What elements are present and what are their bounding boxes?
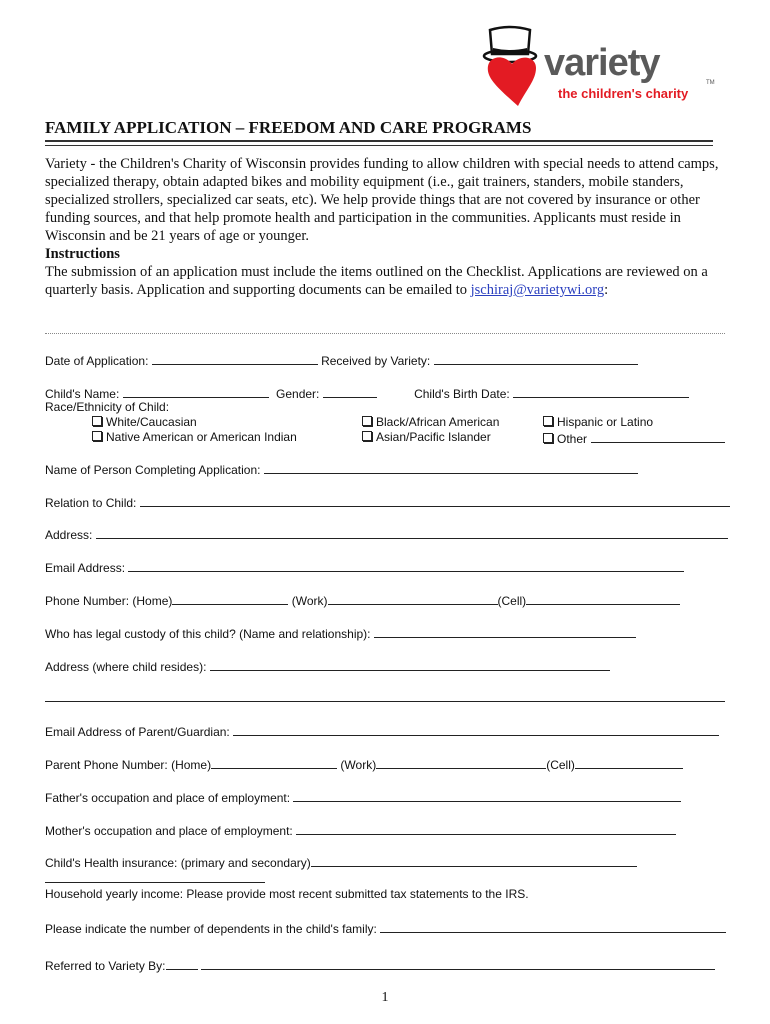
instructions-heading: Instructions — [45, 246, 120, 262]
received-by-field[interactable] — [434, 352, 638, 365]
mother-occupation-label: Mother's occupation and place of employment: — [45, 824, 293, 838]
relation-field[interactable] — [140, 494, 730, 507]
mother-occupation-field[interactable] — [296, 822, 676, 835]
checkbox-icon — [92, 431, 102, 441]
race-option-white[interactable] — [92, 415, 197, 429]
row-referred-by — [45, 957, 715, 973]
row-dependents — [45, 920, 726, 936]
row-phone — [45, 592, 680, 608]
parent-phone-work-label: (Work) — [340, 758, 377, 772]
email-field[interactable] — [128, 559, 684, 572]
variety-logo — [478, 22, 728, 108]
gender-label: Gender: — [276, 387, 320, 401]
address-resides-field[interactable] — [210, 658, 610, 671]
row-father-occupation — [45, 789, 681, 805]
intro-paragraph: Variety - the Children's Charity of Wisconsin provides funding to allow children with special needs to attend camps, specialized therapy, obtain adapted bikes and mobility equipment (i.e., gait trainers, standers, mobile standers, specialized strollers, specialized car seats, etc). We help provide things that are not covered by insurance or other funding sources, and that help promote health and participation in the communities. Applicants must reside in Wisconsin and be 21 years of age or younger. — [45, 156, 719, 244]
birth-date-label: Child's Birth Date: — [414, 387, 510, 401]
row-mother-occupation — [45, 822, 676, 838]
gender-field[interactable] — [323, 385, 377, 398]
instructions-text — [45, 263, 725, 299]
person-completing-label: Name of Person Completing Application: — [45, 463, 261, 477]
page-number: 1 — [381, 990, 389, 1005]
parent-phone-home-label: Parent Phone Number: (Home) — [45, 758, 212, 772]
parent-phone-cell-field[interactable] — [575, 756, 683, 769]
row-email — [45, 559, 684, 575]
race-option-label: Hispanic or Latino — [557, 415, 654, 429]
row-address-resides — [45, 658, 610, 674]
race-other-field[interactable] — [591, 430, 725, 443]
race-option-label: Other — [557, 432, 588, 446]
instructions-body: The submission of an application must include the items outlined on the Checklist. Applications are reviewed on a quarterly basis. Application and supporting documents can be emailed to — [45, 264, 708, 298]
race-option-native[interactable] — [92, 430, 297, 444]
dependents-label: Please indicate the number of dependents in the child's family: — [45, 922, 377, 936]
row-relation — [45, 494, 730, 510]
person-completing-field[interactable] — [264, 461, 638, 474]
referred-by-field[interactable] — [201, 957, 715, 970]
address-resides-field-line2[interactable] — [45, 701, 725, 702]
phone-work-field[interactable] — [328, 592, 498, 605]
row-parent-phone — [45, 756, 683, 772]
dependents-field[interactable] — [380, 920, 726, 933]
checkbox-icon — [362, 416, 372, 426]
intro-text — [45, 155, 725, 299]
instructions-suffix: : — [604, 282, 609, 298]
phone-work-label: (Work) — [291, 594, 328, 608]
row-person-completing — [45, 461, 638, 477]
parent-phone-home-field[interactable] — [211, 756, 337, 769]
race-option-label: White/Caucasian — [106, 415, 197, 429]
race-option-other[interactable] — [543, 430, 725, 446]
checkbox-icon — [362, 431, 372, 441]
health-insurance-label: Child's Health insurance: (primary and secondary) — [45, 856, 311, 870]
date-of-application-label: Date of Application: — [45, 354, 149, 368]
parent-phone-cell-label: (Cell) — [546, 758, 575, 772]
row-legal-custody — [45, 625, 636, 641]
race-option-label: Native American or American Indian — [106, 430, 297, 444]
row-parent-email — [45, 723, 719, 739]
father-occupation-field[interactable] — [293, 789, 681, 802]
phone-cell-label: (Cell) — [497, 594, 527, 608]
received-by-label: Received by Variety: — [321, 354, 431, 368]
parent-email-label: Email Address of Parent/Guardian: — [45, 725, 230, 739]
legal-custody-label: Who has legal custody of this child? (Name and relationship): — [45, 627, 371, 641]
parent-email-field[interactable] — [233, 723, 719, 736]
contact-email-link[interactable]: jschiraj@varietywi.org — [470, 282, 605, 298]
referred-by-field-short[interactable] — [166, 957, 198, 970]
childs-name-label: Child's Name: — [45, 387, 120, 401]
checkbox-icon — [92, 416, 102, 426]
phone-cell-field[interactable] — [526, 592, 680, 605]
checkbox-icon — [543, 433, 553, 443]
logo-tagline: the children's charity — [558, 86, 689, 101]
title-rule-top — [45, 140, 713, 142]
relation-label: Relation to Child: — [45, 496, 137, 510]
page-title: FAMILY APPLICATION – FREEDOM AND CARE PROGRAMS — [45, 118, 532, 137]
race-option-black[interactable] — [362, 415, 499, 429]
phone-home-field[interactable] — [172, 592, 288, 605]
address-field[interactable] — [96, 526, 728, 539]
row-child — [45, 385, 689, 401]
race-label: Race/Ethnicity of Child: — [45, 400, 170, 414]
row-health-insurance — [45, 854, 637, 870]
race-option-asian[interactable] — [362, 430, 491, 444]
birth-date-field[interactable] — [513, 385, 689, 398]
row-address — [45, 526, 728, 542]
legal-custody-field[interactable] — [374, 625, 636, 638]
logo-word: variety — [544, 42, 660, 84]
health-insurance-field[interactable] — [311, 854, 637, 867]
section-divider — [45, 333, 725, 334]
address-label: Address: — [45, 528, 93, 542]
logo-tm: TM — [706, 80, 715, 86]
household-income-label: Household yearly income: Please provide most recent submitted tax statements to the IRS. — [45, 887, 529, 901]
email-label: Email Address: — [45, 561, 126, 575]
checkbox-icon — [543, 416, 553, 426]
phone-home-label: Phone Number: (Home) — [45, 594, 173, 608]
race-option-label: Asian/Pacific Islander — [376, 430, 491, 444]
race-option-label: Black/African American — [376, 415, 500, 429]
title-rule-bottom — [45, 145, 713, 146]
health-insurance-field-line2[interactable] — [45, 882, 265, 883]
referred-by-label: Referred to Variety By: — [45, 959, 166, 973]
date-of-application-field[interactable] — [152, 352, 318, 365]
row-date — [45, 352, 638, 368]
father-occupation-label: Father's occupation and place of employment: — [45, 791, 291, 805]
parent-phone-work-field[interactable] — [376, 756, 546, 769]
address-resides-label: Address (where child resides): — [45, 660, 207, 674]
childs-name-field[interactable] — [123, 385, 269, 398]
race-option-hispanic[interactable] — [543, 415, 653, 429]
